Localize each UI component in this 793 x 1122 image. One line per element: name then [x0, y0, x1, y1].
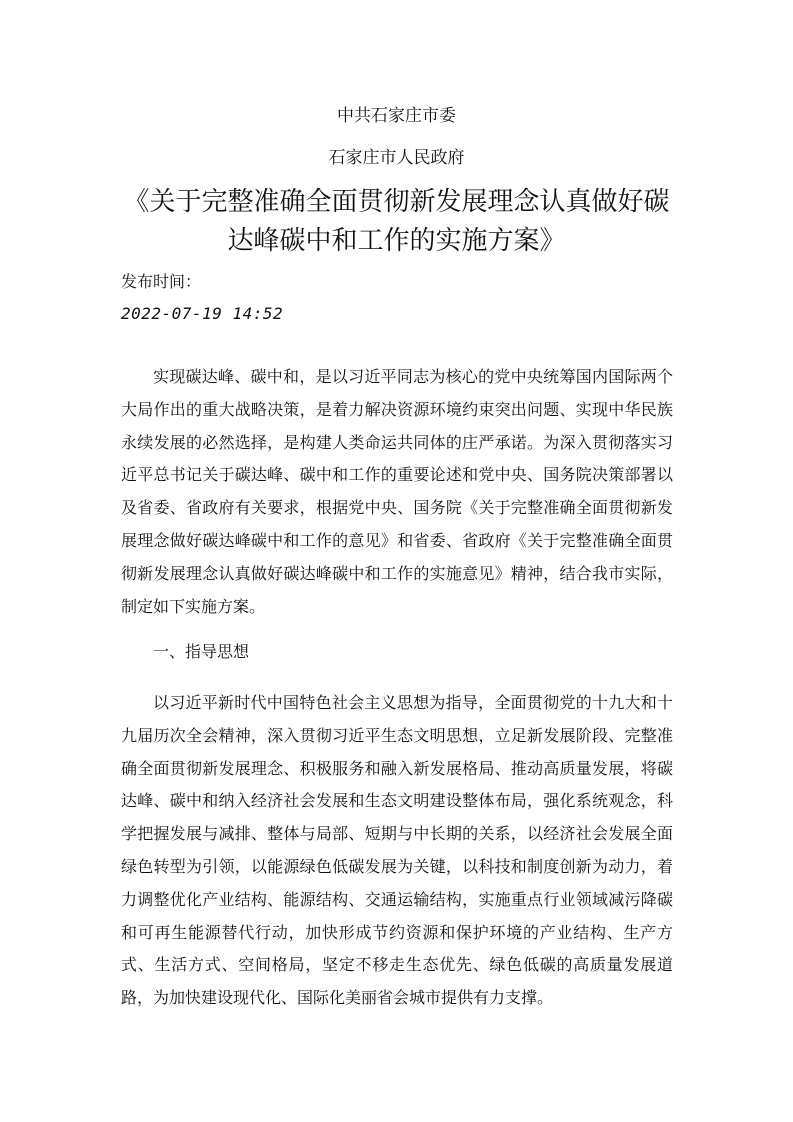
- guiding-ideology-paragraph: 以习近平新时代中国特色社会主义思想为指导，全面贯彻党的十九大和十九届历次全会精神，深入贯彻习近平生态文明思想，立足新发展阶段、完整准确全面贯彻新发展理念、积极服务和融入新发展格局、推动高质量发展，将碳达峰、碳中和纳入经济社会发展和生态文明建设整体布局，强化系统观念，科学把握发展与减排、整体与局部、短期与中长期的关系，以经济社会发展全面绿色转型为引领，以能源绿色低碳发展为关键，以科技和制度创新为动力，着力调整优化产业结构、能源结构、交通运输结构，实施重点行业领域减污降碳和可再生能源替代行动，加快形成节约资源和保护环境的产业结构、生产方式、生活方式、空间格局，坚定不移走生态优先、绿色低碳的高质量发展道路，为加快建设现代化、国际化美丽省会城市提供有力支撑。: [121, 693, 673, 1008]
- issuer-party-committee: 中共石家庄市委: [337, 106, 456, 126]
- document-title-line-2: 达峰碳中和工作的实施方案》: [227, 226, 566, 256]
- section-heading-guiding-ideology: 一、指导思想: [153, 642, 250, 661]
- issuer-city-government: 石家庄市人民政府: [328, 148, 465, 168]
- publish-time-label: 发布时间：: [121, 272, 202, 291]
- intro-paragraph: 实现碳达峰、碳中和，是以习近平同志为核心的党中央统筹国内国际两个大局作出的重大战略决策，是着力解决资源环境约束突出问题、实现中华民族永续发展的必然选择，是构建人类命运共同体的庄严承诺。为深入贯彻落实习近平总书记关于碳达峰、碳中和工作的重要论述和党中央、国务院决策部署以及省委、省政府有关要求，根据党中央、国务院《关于完整准确全面贯彻新发展理念做好碳达峰碳中和工作的意见》和省委、省政府《关于完整准确全面贯彻新发展理念认真做好碳达峰碳中和工作的实施意见》精神，结合我市实际，制定如下实施方案。: [121, 367, 673, 616]
- publish-time-value: 2022-07-19 14:52: [121, 304, 284, 323]
- document-title-line-1: 《关于完整准确全面贯彻新发展理念认真做好碳: [123, 187, 670, 217]
